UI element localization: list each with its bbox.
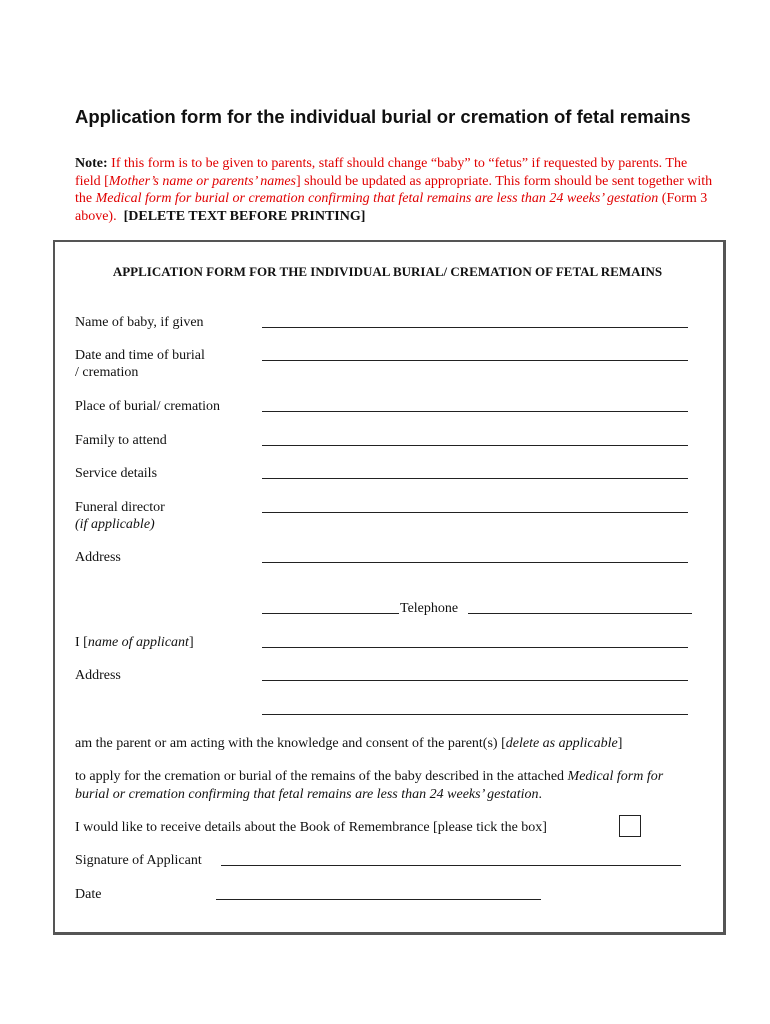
service-details-label: Service details	[75, 466, 158, 481]
date-time-label	[75, 347, 205, 381]
date-time-label-line-2: / cremation	[75, 365, 139, 380]
applicant-name-label	[75, 634, 194, 651]
funeral-director-label	[75, 499, 165, 533]
delete-text-instruction: [DELETE TEXT BEFORE PRINTING]	[123, 208, 366, 224]
date-label: Date	[75, 887, 102, 902]
funeral-director-field[interactable]	[262, 512, 688, 513]
remembrance-checkbox[interactable]	[619, 815, 641, 837]
note-text-3: ] should be updated as appropriate. This form should be sent together with the	[75, 173, 713, 206]
date-time-label-line-1: Date and time of burial	[75, 348, 205, 363]
funeral-director-label-line-1: Funeral director	[75, 500, 165, 515]
signature-field[interactable]	[221, 865, 681, 866]
parent-consent-text	[75, 735, 695, 753]
instruction-note	[75, 155, 715, 225]
date-field[interactable]	[216, 899, 541, 900]
form-heading: APPLICATION FORM FOR THE INDIVIDUAL BURIAL/ CREMATION OF FETAL REMAINS	[112, 264, 663, 279]
applicant-name-field[interactable]	[262, 647, 688, 648]
family-field[interactable]	[262, 445, 688, 446]
telephone-field[interactable]	[468, 613, 692, 614]
place-label: Place of burial/ cremation	[75, 399, 220, 414]
telephone-label: Telephone	[400, 601, 459, 616]
applicant-prefix: I [	[75, 635, 88, 650]
note-text-2: Mother’s name or parents’ names	[108, 173, 297, 189]
parent-text: am the parent or am acting with the knowledge and consent of the parent(s) [	[75, 736, 506, 751]
place-field[interactable]	[262, 411, 688, 412]
parent-suffix: ]	[617, 736, 623, 751]
date-time-field[interactable]	[262, 360, 688, 361]
note-text-5: (Form 3 above).	[75, 191, 708, 224]
signature-label: Signature of Applicant	[75, 853, 202, 868]
funeral-director-label-line-2: (if applicable)	[75, 517, 155, 532]
funeral-address-line-2[interactable]	[262, 613, 399, 614]
apply-text	[75, 768, 695, 803]
family-label: Family to attend	[75, 433, 167, 448]
name-of-baby-field[interactable]	[262, 327, 688, 328]
service-details-field[interactable]	[262, 478, 688, 479]
note-label: Note:	[75, 156, 108, 171]
funeral-address-label: Address	[75, 550, 121, 565]
applicant-address-label: Address	[75, 668, 121, 683]
parent-italic: delete as applicable	[505, 736, 618, 751]
applicant-address-field-2[interactable]	[262, 714, 688, 715]
note-text-4: Medical form for burial or cremation confirming that fetal remains are less than 24 weeks’ gestation	[95, 191, 659, 206]
apply-text-suffix: .	[538, 786, 543, 802]
note-text-1: If this form is to be given to parents, staff should change “baby” to “fetus” if requested by parents. The field [	[75, 156, 688, 189]
funeral-address-field[interactable]	[262, 562, 688, 563]
apply-text-main: to apply for the cremation or burial of the remains of the baby described in the attached	[75, 769, 568, 784]
applicant-suffix: ]	[188, 635, 194, 650]
remembrance-text: I would like to receive details about the Book of Remembrance [please tick the box]	[75, 820, 547, 835]
apply-text-italic: Medical form for burial or cremation confirming that fetal remains are less than 24 weeks’ gestation	[75, 769, 664, 802]
name-of-baby-label: Name of baby, if given	[75, 315, 204, 330]
page-title: Application form for the individual burial or cremation of fetal remains	[75, 106, 691, 127]
applicant-address-field-1[interactable]	[262, 680, 688, 681]
applicant-italic: name of applicant	[87, 635, 189, 650]
